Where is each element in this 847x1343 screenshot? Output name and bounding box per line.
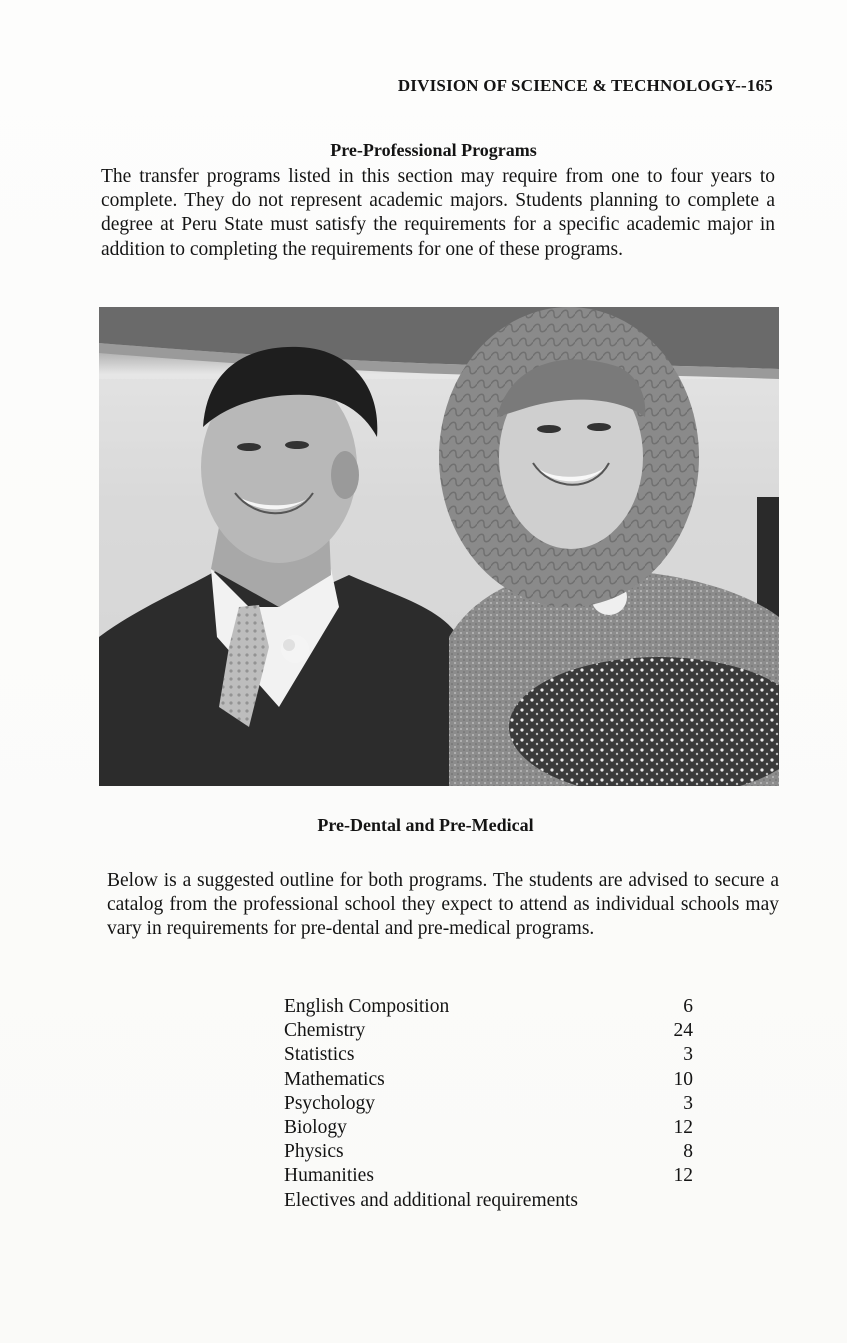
- students-photo: [99, 307, 779, 786]
- course-name: Statistics: [284, 1044, 355, 1066]
- course-hours: 3: [683, 1044, 693, 1066]
- course-hours: 24: [673, 1020, 693, 1042]
- course-hours: 8: [683, 1141, 693, 1163]
- course-hours: 10: [673, 1068, 693, 1090]
- list-item: [284, 1068, 704, 1092]
- list-item: [284, 1043, 704, 1067]
- list-item: [284, 995, 704, 1019]
- course-name: Physics: [284, 1141, 344, 1163]
- course-hours: 12: [673, 1116, 693, 1138]
- list-item: [284, 1140, 704, 1164]
- pre-professional-paragraph: The transfer programs listed in this section may require from one to four years to complete. They do not represent academic majors. Students planning to complete a degree at Peru State must satisfy the requirements for a specific academic major in addition to completing the requirements for one of these programs.: [101, 166, 775, 260]
- course-name: Humanities: [284, 1165, 374, 1187]
- course-name: Biology: [284, 1116, 347, 1138]
- course-name: Chemistry: [284, 1020, 366, 1042]
- course-name: Psychology: [284, 1092, 376, 1114]
- pre-professional-heading: Pre-Professional Programs: [330, 140, 537, 160]
- course-hours: 6: [683, 996, 693, 1017]
- list-item: [284, 1092, 704, 1116]
- course-name: Electives and additional requirements: [284, 1189, 579, 1211]
- pre-dental-heading: Pre-Dental and Pre-Medical: [317, 815, 534, 835]
- course-name: English Composition: [284, 996, 450, 1017]
- list-item: [284, 1019, 704, 1043]
- course-name: Mathematics: [284, 1068, 385, 1090]
- course-hours: 3: [683, 1092, 693, 1114]
- running-head: DIVISION OF SCIENCE & TECHNOLOGY--165: [397, 76, 773, 95]
- course-list: [284, 995, 704, 1213]
- list-item: [284, 1116, 704, 1140]
- pre-dental-paragraph: Below is a suggested outline for both programs. The students are advised to secure a catalog from the professional school they expect to attend as individual schools may vary in requirements for pre-dental and pre-medical programs.: [107, 870, 779, 940]
- list-item: [284, 1164, 704, 1188]
- course-hours: 12: [673, 1165, 693, 1187]
- list-item: [284, 1189, 704, 1213]
